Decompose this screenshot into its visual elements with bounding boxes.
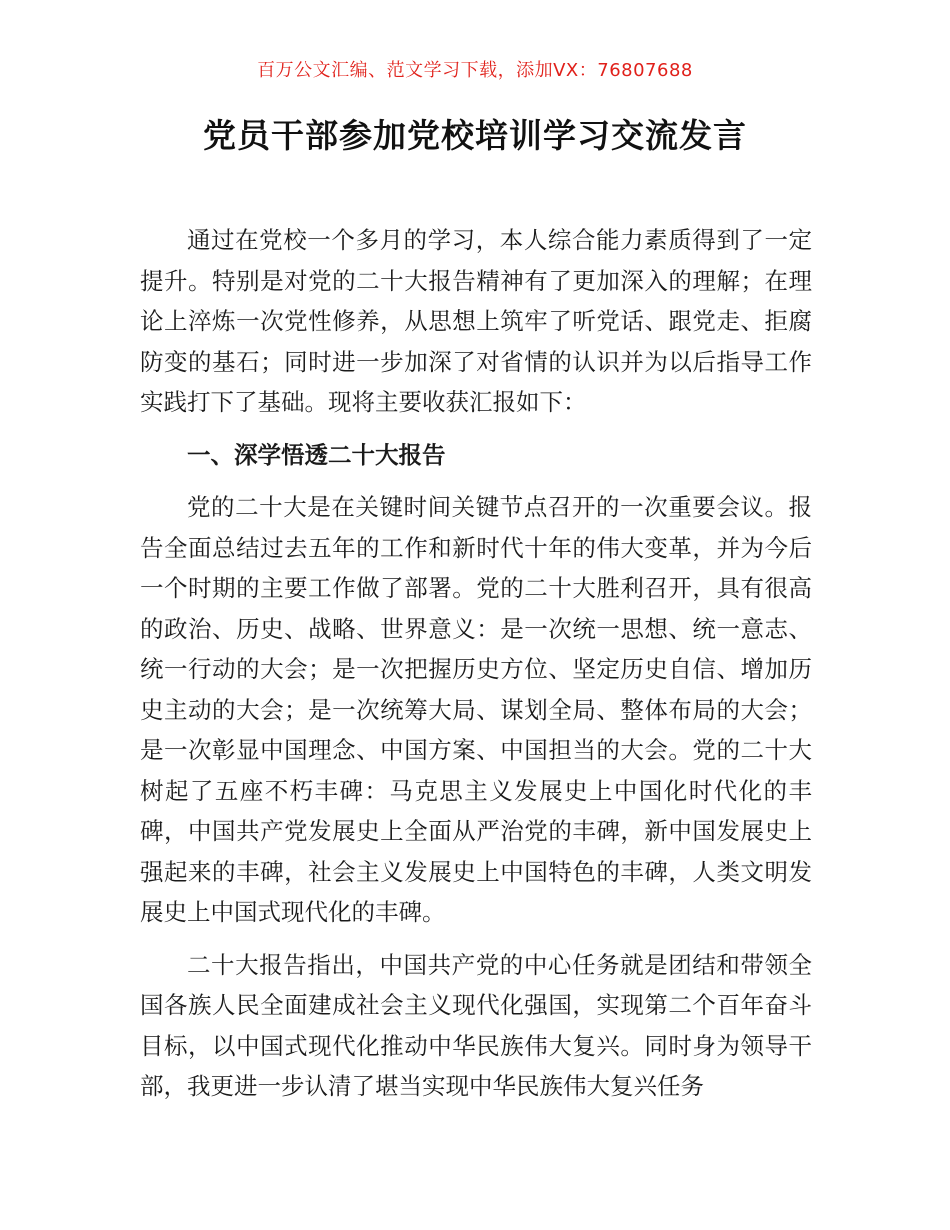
header-note: 百万公文汇编、范文学习下载，添加VX：76807688 — [257, 60, 693, 81]
section-heading: 一、深学悟透二十大报告 — [187, 440, 446, 469]
document-title: 党员干部参加党校培训学习交流发言 — [203, 116, 747, 155]
intro-paragraph: 通过在党校一个多月的学习，本人综合能力素质得到了一定提升。特别是对党的二十大报告精神有了更加深入的理解；在理论上淬炼一次党性修养，从思想上筑牢了听党话、跟党走、拒腐防变的基石；同时进一步加深了对省情的认识并为以后指导工作实践打下了基础。现将主要收获汇报如下： — [140, 226, 812, 416]
section-paragraph: 二十大报告指出，中国共产党的中心任务就是团结和带领全国各族人民全面建成社会主义现代化强国，实现第二个百年奋斗目标，以中国式现代化推动中华民族伟大复兴。同时身为领导干部，我更进一步认清了堪当实现中华民族伟大复兴任务 — [140, 950, 812, 1100]
section-paragraph: 党的二十大是在关键时间关键节点召开的一次重要会议。报告全面总结过去五年的工作和新时代十年的伟大变革，并为今后一个时期的主要工作做了部署。党的二十大胜利召开，具有很高的政治、历史、战略、世界意义：是一次统一思想、统一意志、统一行动的大会；是一次把握历史方位、坚定历史自信、增加历史主动的大会；是一次统筹大局、谋划全局、整体布局的大会；是一次彰显中国理念、中国方案、中国担当的大会。党的二十大树起了五座不朽丰碑：马克思主义发展史上中国化时代化的丰碑，中国共产党发展史上全面从严治党的丰碑，新中国发展史上强起来的丰碑，社会主义发展史上中国特色的丰碑，人类文明发展史上中国式现代化的丰碑。 — [140, 493, 812, 926]
document-body — [140, 220, 812, 1119]
